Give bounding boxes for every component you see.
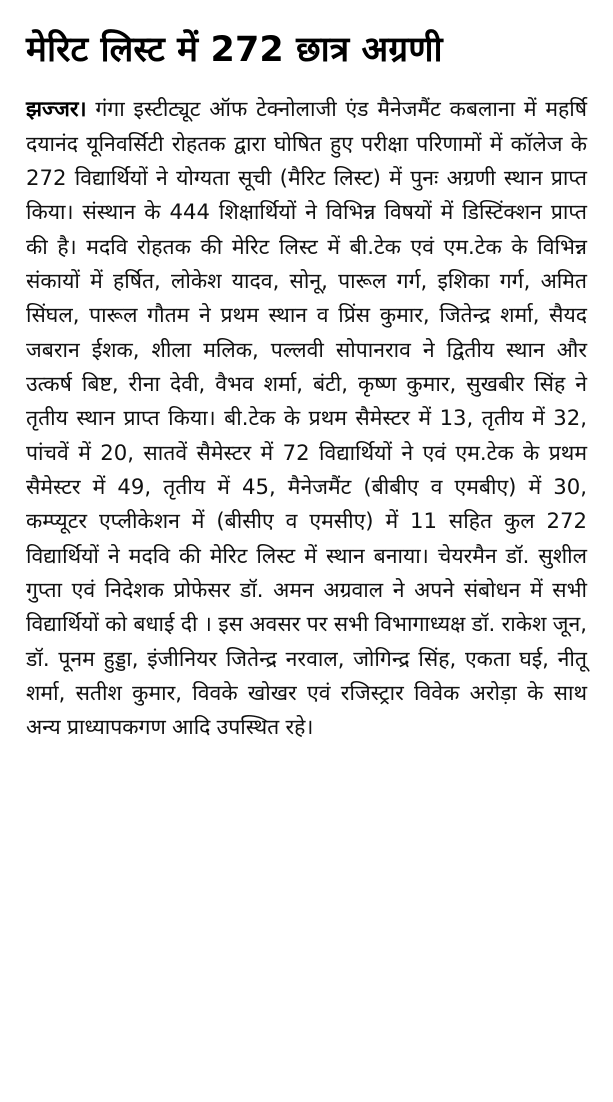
article-body-text: गंगा इस्टीट्यूट ऑफ टेक्नोलाजी एंड मैनेजमैंट कबलाना में महर्षि दयानंद यूनिवर्सिटी रोहतक द्वारा घोषित हुए परीक्षा परिणामों में कॉलेज के 272 विद्यार्थियों ने योग्यता सूची (मैरिट लिस्ट) में पुनः अग्रणी स्थान प्राप्त किया। संस्थान के 444 शिक्षार्थियों ने विभिन्न विषयों में डिस्टिंक्शन प्राप्त की है। मदवि रोहतक की मेरिट लिस्ट में बी.टेक एवं एम.टेक के विभिन्न संकायों में हर्षित, लोकेश यादव, सोनू, पारूल गर्ग, इशिका गर्ग, अमित सिंघल, पारूल गौतम ने प्रथम स्थान व प्रिंस कुमार, जितेन्द्र शर्मा, सैयद जबरान ईशक, शीला मलिक, पल्लवी सोपानराव ने द्वितीय स्थान और उत्कर्ष बिष्ट, रीना देवी, वैभव शर्मा, बंटी, कृष्ण कुमार, सुखबीर सिंह ने तृतीय स्थान प्राप्त किया। बी.टेक के प्रथम सैमेस्टर में 13, तृतीय में 32, पांचवें में 20, सातवें सैमेस्टर में 72 विद्यार्थियों ने एवं एम.टेक के प्रथम सैमेस्टर में 49, तृतीय में 45, मैनेजमैंट (बीबीए व एमबीए) में 30, कम्प्यूटर एप्लीकेशन में (बीसीए व एमसीए) में 11 सहित कुल 272 विद्यार्थियों ने मदवि की मेरिट लिस्ट में स्थान बनाया। चेयरमैन डॉ. सुशील गुप्ता एवं निदेशक प्रोफेसर डॉ. अमन अग्रवाल ने अपने संबोधन में सभी विद्यार्थियों को बधाई दी । इस अवसर पर सभी विभागाध्यक्ष डॉ. राकेश जून, डॉ. पूनम हुड्डा, इंजीनियर जितेन्द्र नरवाल, जोगिन्द्र सिंह, एकता घई, नीतू शर्मा, सतीश कुमार, विवके खोखर एवं रजिस्ट्रार विवेक अरोड़ा के साथ अन्य प्राध्यापकगण आदि उपस्थित रहे। bbox=[26, 96, 587, 740]
page-title: मेरिट लिस्ट में 272 छात्र अग्रणी bbox=[26, 30, 443, 70]
article-body bbox=[26, 92, 587, 745]
dateline: झज्जर। bbox=[26, 96, 87, 122]
